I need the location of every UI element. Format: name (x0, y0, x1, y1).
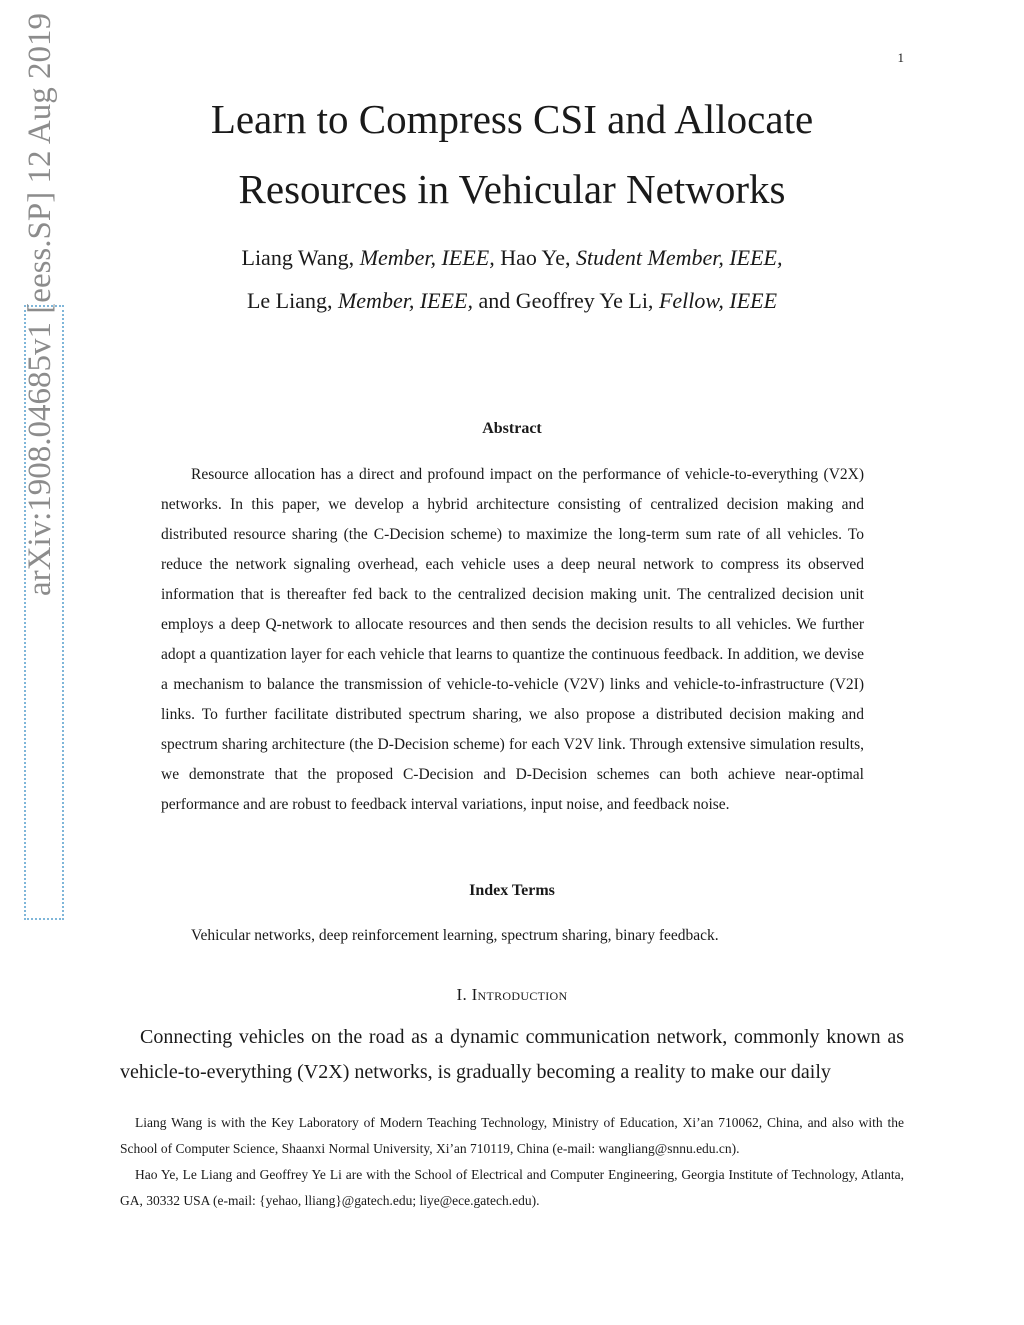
author-list (112, 236, 912, 322)
author-name: Hao Ye, (494, 245, 576, 270)
abstract-heading: Abstract (482, 420, 542, 437)
paper-title (112, 84, 912, 224)
title-line-2: Resources in Vehicular Networks (238, 166, 786, 212)
author-line-2 (112, 279, 912, 322)
page-number: 1 (897, 50, 904, 65)
author-affiliation: Member, IEEE, (337, 288, 473, 313)
section-number: I. (456, 985, 472, 1004)
author-affiliation: Fellow, IEEE (658, 288, 778, 313)
author-affiliation: Student Member, IEEE, (576, 245, 783, 270)
section-heading-introduction (112, 985, 912, 1005)
footnote-affiliation-2: Hao Ye, Le Liang and Geoffrey Ye Li are with the School of Electrical and Computer Engineering, Georgia Institute of Technology, Atlanta, GA, 30332 USA (e-mail: {yehao, lliang}@gatech.edu; liye@ece.gatech.edu). (120, 1167, 904, 1208)
author-affiliation: Member, IEEE, (359, 245, 495, 270)
arxiv-identifier: arXiv:1908.04685v1 [eess.SP] 12 Aug 2019 (22, 13, 58, 596)
author-name: Le Liang, (246, 288, 338, 313)
abstract-text: Resource allocation has a direct and profound impact on the performance of vehicle-to-everything (V2X) networks. In this paper, we develop a hybrid architecture consisting of centralized decision making and distributed resource sharing (the C-Decision scheme) to maximize the long-term sum rate of all vehicles. To reduce the network signaling overhead, each vehicle uses a deep neural network to compress its observed information that is thereafter fed back to the centralized decision making unit. The centralized decision unit employs a deep Q-network to allocate resources and then sends the decision results to all vehicles. We further adopt a quantization layer for each vehicle that learns to quantize the continuous feedback. In addition, we devise a mechanism to balance the transmission of vehicle-to-vehicle (V2V) links and vehicle-to-infrastructure (V2I) links. To further facilitate distributed spectrum sharing, we also propose a distributed decision making and spectrum sharing architecture (the D-Decision scheme) for each V2V link. Through extensive simulation results, we demonstrate that the proposed C-Decision and D-Decision schemes can both achieve near-optimal performance and are robust to feedback interval variations, input noise, and feedback noise. (161, 466, 864, 813)
author-line-1 (112, 236, 912, 279)
index-terms-text: Vehicular networks, deep reinforcement learning, spectrum sharing, binary feedback. (191, 927, 719, 944)
index-terms-heading: Index Terms (469, 882, 555, 899)
introduction-paragraph: Connecting vehicles on the road as a dynamic communication network, commonly known as vehicle-to-everything (V2X) networks, is gradually becoming a reality to make our daily (120, 1026, 904, 1083)
footnote-affiliation-1: Liang Wang is with the Key Laboratory of Modern Teaching Technology, Ministry of Education, Xi’an 710062, China, and also with the School of Computer Science, Shaanxi Normal University, Xi’an 710119, China (e-mail: wangliang@snnu.edu.cn). (120, 1115, 904, 1156)
author-name: and Geoffrey Ye Li, (472, 288, 659, 313)
author-name: Liang Wang, (241, 245, 360, 270)
title-line-1: Learn to Compress CSI and Allocate (210, 96, 814, 142)
section-title: Introduction (471, 985, 568, 1004)
